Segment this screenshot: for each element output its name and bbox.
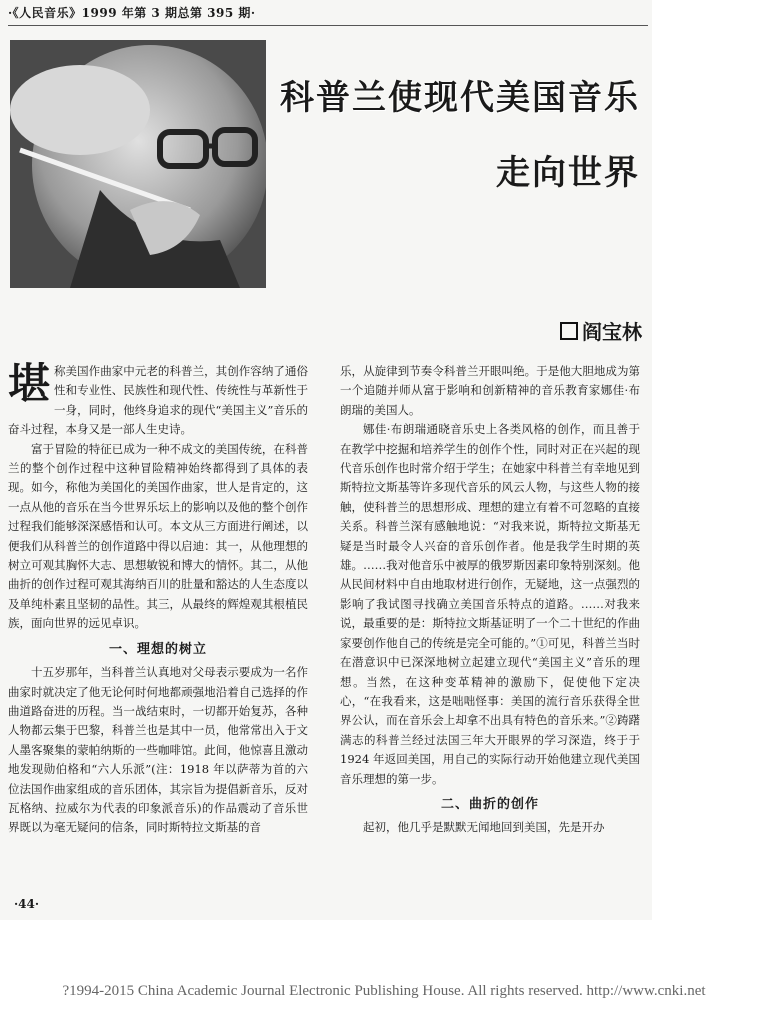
- right-column: [340, 362, 640, 877]
- copyright-footer: ?1994-2015 China Academic Journal Electronic Publishing House. All rights reserved. http://www.cnki.net: [62, 983, 706, 999]
- paragraph: [8, 362, 308, 440]
- dropcap: 堪: [8, 362, 51, 408]
- paragraph: 娜佳·布朗瑞通晓音乐史上各类风格的创作，而且善于在教学中挖掘和培养学生的创作个性，同时对正在兴起的现代音乐创作也时常介绍于学生；在她家中科普兰有幸地见到斯特拉文斯基等许多现代音乐的风云人物，与这些人物的接触，使科普兰的思想形成、理想的建立有着不可忽略的直接关系。科普兰深有感触地说：“对我来说，斯特拉文斯基无疑是当时最令人兴奋的音乐创作者。他是我学生时期的英雄。……我对他音乐中被厚的俄罗斯因素印象特别深刻。他从民间材料中自由地取材进行创作，无疑地，这一点强烈的影响了我试图寻找确立美国音乐特点的道路。……对我来说，最重要的是：斯特拉文斯基证明了一个二十世纪的作曲家要创作他自己的传统是完全可能的。”①可见，科普兰当时在潜意识中已深深地树立起建立现代“美国主义”音乐的理想。当然，在这种变革精神的激励下，促使他下定决心，“在我看来，这是咄咄怪事：美国的流行音乐获得全世界公认，而在音乐会上却拿不出具有特色的音乐来。”②踌躇满志的科普兰经过法国三年大开眼界的学习深造，终于于 1924 年返回美国，用自己的实际行动开始他建立现代美国音乐理想的第一步。: [340, 422, 640, 786]
- left-column: [8, 362, 308, 877]
- section-heading-2: 二、曲折的创作: [440, 796, 539, 812]
- paragraph: 十五岁那年，当科普兰认真地对父母表示要成为一名作曲家时就决定了他无论何时何地都顽强地沿着自己选择的作曲道路奋进的历程。当一战结束时，一切都开始复苏，各种人物都云集于巴黎，科普兰也是其中一员，他常常出入于文人墨客聚集的蒙帕纳斯的一些咖啡馆。此间，他惊喜且激动地发现勋伯格和“六人乐派”(注：1918 年以萨蒂为首的六位法国作曲家组成的音乐团体，其宗旨为提倡新音乐，反对瓦格纳、拉威尔为代表的印象派音乐)的作品震动了音乐世界既以为毫无疑问的信条，同时斯特拉文斯基的音: [8, 665, 308, 835]
- paragraph: 富于冒险的特征已成为一种不成文的美国传统，在科普兰的整个创作过程中这种冒险精神始终都得到了具体的表现。如今，称他为美国化的美国作曲家，世人是肯定的，这一点从他的音乐在当今世界乐坛上的影响以及他的整个创作过程我们能够深深感悟和认可。本文从三方面进行阐述，以便我们从科普兰的创作道路中得以启迪：其一，从他理想的树立可观其胸怀大志、思想敏锐和博大的情怀。其二，从他曲折的创作过程可观其海纳百川的肚量和豁达的人生态度以及单纯朴素且坚韧的品性。其三，从最终的辉煌观其根植民族，面向世界的远见卓识。: [8, 441, 308, 631]
- article-title-line1: 科普兰使现代美国音乐: [280, 78, 640, 118]
- paragraph: 乐，从旋律到节奏令科普兰开眼叫绝。于是他大胆地成为第一个追随并师从富于影响和创新精神的音乐教育家娜佳·布朗瑞的美国人。: [340, 364, 640, 417]
- article-title-line2: 走向世界: [496, 153, 640, 193]
- page-number: ·44·: [14, 897, 40, 911]
- square-bullet-icon: [560, 322, 578, 340]
- author-byline: [420, 316, 642, 345]
- author-name: 阎宝林: [582, 320, 642, 344]
- paragraph-text: 称美国作曲家中元老的科普兰，其创作容纳了通俗性和专业性、民族性和现代性、传统性与革新性于一身，同时，他终身追求的现代“美国主义”音乐的奋斗过程，本身又是一部人生史诗。: [8, 364, 308, 437]
- portrait-photo: [10, 40, 266, 288]
- paragraph: 起初，他几乎是默默无闻地回到美国，先是开办: [363, 820, 605, 835]
- portrait-photo-icon: [10, 40, 266, 288]
- running-header: ·《人民音乐》1999 年第 3 期总第 395 期·: [8, 4, 648, 26]
- section-heading-1: 一、理想的树立: [108, 641, 207, 657]
